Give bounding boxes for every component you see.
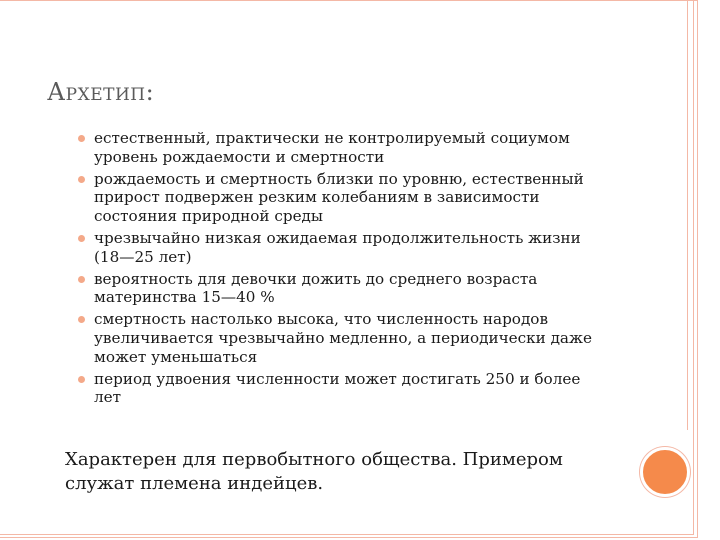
bullet-item: период удвоения численности может достигать 250 и более лет <box>78 370 603 408</box>
bullet-item: естественный, практически не контролируемый социумом уровень рождаемости и смертности <box>78 129 603 167</box>
right-decorative-rule <box>687 0 688 430</box>
bullet-item: вероятность для девочки дожить до среднего возраста материнства 15—40 % <box>78 270 603 308</box>
bullet-item: смертность настолько высока, что численность народов увеличивается чрезвычайно медленно, а периодически даже может уменьшаться <box>78 310 603 366</box>
bullet-item: рождаемость и смертность близки по уровню, естественный прирост подвержен резким колебаниям в зависимости состояния природной среды <box>78 170 603 226</box>
slide-title: Архетип: <box>47 78 155 106</box>
orange-circle-decoration <box>640 447 690 497</box>
bullet-item: чрезвычайно низкая ожидаемая продолжительность жизни (18—25 лет) <box>78 229 603 267</box>
slide-summary: Характерен для первобытного общества. Примером служат племена индейцев. <box>65 449 563 494</box>
bullet-list <box>78 129 603 410</box>
